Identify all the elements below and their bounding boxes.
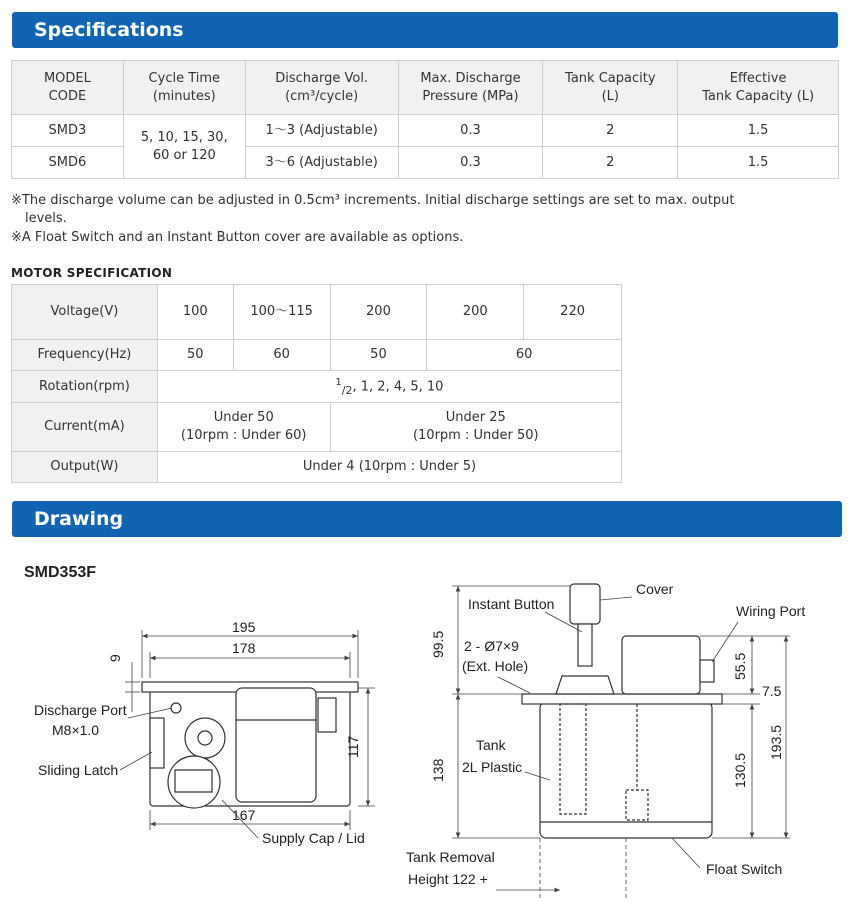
table-row (12, 403, 622, 452)
dim-138: 138 (430, 758, 446, 782)
rotation-value: $^1_{/2}$, 1, 2, 4, 5, 10 (157, 371, 621, 403)
drawing-banner (12, 501, 842, 537)
voltage-value: 100 (157, 285, 233, 340)
frequency-value: 60 (427, 340, 622, 371)
tank-cell: 2 (543, 115, 678, 147)
ext-hole-label: 2 - Ø7×9 (464, 638, 519, 654)
output-value: Under 4 (10rpm : Under 5) (157, 452, 621, 483)
table-row (12, 371, 622, 403)
voltage-value: 200 (427, 285, 524, 340)
header-model-code: MODEL CODE (12, 61, 124, 115)
cover-label: Cover (636, 581, 674, 597)
discharge-port (171, 703, 181, 713)
frequency-value: 50 (330, 340, 427, 371)
tank-label: Tank (476, 737, 506, 753)
note-discharge-cont: levels. (25, 211, 67, 226)
header-discharge-vol: Discharge Vol. (cm³/cycle) (245, 61, 398, 115)
pressure-cell: 0.3 (398, 115, 543, 147)
dim-167: 167 (232, 807, 256, 823)
supply-cap-label: Supply Cap / Lid (262, 830, 365, 846)
table-row (12, 285, 622, 340)
wiring-port-box (700, 660, 714, 682)
header-cycle-time: Cycle Time (minutes) (123, 61, 245, 115)
side-view (522, 584, 722, 838)
rotation-label: Rotation(rpm) (12, 371, 158, 403)
cycle-time-cell: 5, 10, 15, 30, 60 or 120 (123, 115, 245, 179)
instant-button-label: Instant Button (468, 596, 555, 612)
current-value: Under 25 (10rpm : Under 50) (330, 403, 621, 452)
specifications-banner (12, 12, 838, 48)
discharge-cell: 3～6 (Adjustable) (245, 147, 398, 179)
drawing-illustration (0, 538, 848, 910)
voltage-value: 200 (330, 285, 427, 340)
pressure-cell: 0.3 (398, 147, 543, 179)
tank-cell: 2 (543, 147, 678, 179)
voltage-value: 220 (524, 285, 622, 340)
current-label: Current(mA) (12, 403, 158, 452)
motor-housing (236, 688, 316, 802)
discharge-port-label: Discharge Port (34, 702, 127, 718)
specifications-title: Specifications (34, 19, 184, 41)
top-view (142, 682, 358, 808)
dim-9: 9 (107, 654, 123, 662)
motor-spec-title: MOTOR SPECIFICATION (11, 266, 173, 280)
tank-removal-height-label: Height 122 + (408, 871, 488, 887)
note-discharge: ※The discharge volume can be adjusted in 0.5cm³ increments. Initial discharge settings are set to max. output (11, 193, 735, 208)
motor-cover (622, 636, 700, 694)
drawing-title: Drawing (34, 508, 124, 530)
output-label: Output(W) (12, 452, 158, 483)
model-code-cell: SMD6 (12, 147, 124, 179)
header-tank-capacity: Tank Capacity (L) (543, 61, 678, 115)
table-row (12, 452, 622, 483)
dim-55-5: 55.5 (732, 652, 748, 680)
motor-table (11, 284, 622, 483)
dim-99-5: 99.5 (430, 630, 446, 658)
header-effective-capacity: Effective Tank Capacity (L) (678, 61, 839, 115)
discharge-cell: 1～3 (Adjustable) (245, 115, 398, 147)
button-cover (570, 584, 600, 624)
table-row (12, 340, 622, 371)
specifications-table (11, 60, 839, 179)
tank-material-label: 2L Plastic (462, 759, 523, 775)
frequency-value: 60 (233, 340, 330, 371)
tank-top-flange (522, 694, 722, 704)
model-code-cell: SMD3 (12, 115, 124, 147)
note-options: ※A Float Switch and an Instant Button cover are available as options. (11, 230, 464, 245)
current-value: Under 50 (10rpm : Under 60) (157, 403, 330, 452)
float-switch-label: Float Switch (706, 861, 783, 877)
sliding-latch-label: Sliding Latch (38, 762, 119, 778)
effective-cell: 1.5 (678, 115, 839, 147)
tank-removal-label: Tank Removal (406, 849, 495, 865)
dim-130-5: 130.5 (732, 752, 748, 788)
dim-117: 117 (345, 735, 361, 758)
sliding-latch (150, 718, 164, 768)
dim-195: 195 (232, 619, 256, 635)
dim-7-5: 7.5 (762, 683, 782, 699)
voltage-value: 100～115 (233, 285, 330, 340)
dim-193-5: 193.5 (768, 724, 784, 760)
spec-header-row (12, 61, 839, 115)
model-label: SMD353F (24, 564, 97, 581)
ext-hole-label-2: (Ext. Hole) (462, 658, 529, 674)
dim-178: 178 (232, 640, 256, 656)
table-row (12, 115, 839, 147)
wiring-port-label: Wiring Port (736, 603, 806, 619)
discharge-spec-label: M8×1.0 (52, 722, 100, 738)
terminal-block (318, 698, 336, 732)
frequency-label: Frequency(Hz) (12, 340, 158, 371)
pump-unit (185, 718, 225, 758)
instant-button (578, 624, 592, 666)
voltage-label: Voltage(V) (12, 285, 158, 340)
header-max-pressure: Max. Discharge Pressure (MPa) (398, 61, 543, 115)
frequency-value: 50 (157, 340, 233, 371)
effective-cell: 1.5 (678, 147, 839, 179)
